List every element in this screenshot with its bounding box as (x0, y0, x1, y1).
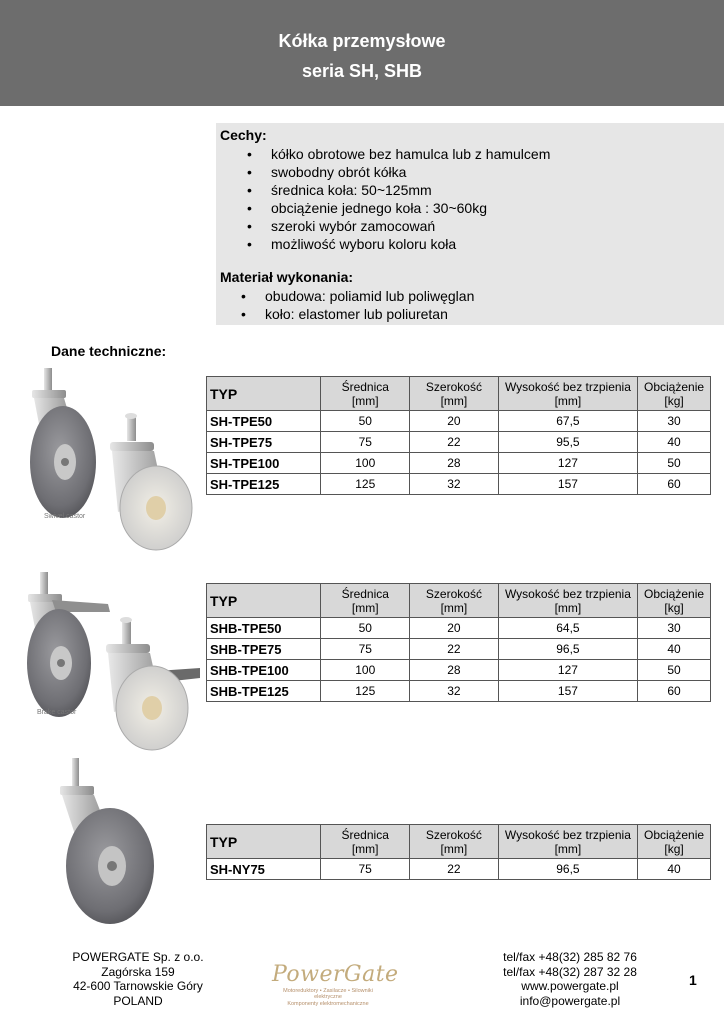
column-header-srednica: Średnica [mm] (321, 377, 410, 411)
table-row: SHB-TPE125 125 32 157 60 (207, 681, 711, 702)
nylon-castor-image (50, 756, 180, 926)
powergate-logo: PowerGate Motoreduktory • Zasilacze • Silowniki elektryczne Komponenty elektromechaniczne (272, 962, 399, 1007)
section-title: Dane techniczne: (51, 343, 167, 359)
brake-castor-image (12, 568, 202, 754)
spec-table-sh-ny (206, 824, 711, 880)
column-header-obciazenie: Obciążenie [kg] (638, 377, 711, 411)
table-row: SHB-TPE50 50 20 64,5 30 (207, 618, 711, 639)
column-header-wysokosc: Wysokość bez trzpienia [mm] (498, 377, 637, 411)
column-header-obciazenie: Obciążenie [kg] (638, 825, 711, 859)
website-link[interactable]: www.powergate.pl (521, 979, 619, 993)
column-header-srednica: Średnica [mm] (321, 825, 410, 859)
company-contact: tel/fax +48(32) 285 82 76 tel/fax +48(32) 287 32 28 www.powergate.pl info@powergate.pl (470, 950, 670, 1008)
column-header-szerokosc: Szerokość [mm] (410, 825, 499, 859)
table-row: SHB-TPE100 100 28 127 50 (207, 660, 711, 681)
table-row: SHB-TPE75 75 22 96,5 40 (207, 639, 711, 660)
page-header (0, 0, 724, 106)
page-number: 1 (689, 972, 697, 988)
column-header-typ: TYP (207, 584, 321, 618)
table-header-row (207, 584, 711, 618)
spec-table-shb (206, 583, 711, 702)
table-row: SH-NY75 75 22 96,5 40 (207, 859, 711, 880)
image-caption: Brake castor (37, 709, 77, 716)
column-header-typ: TYP (207, 377, 321, 411)
spec-table-sh (206, 376, 711, 495)
page-title: Kółka przemysłowe (278, 31, 446, 51)
table-row: SH-TPE75 75 22 95,5 40 (207, 432, 711, 453)
table-row: SH-TPE100 100 28 127 50 (207, 453, 711, 474)
column-header-obciazenie: Obciążenie [kg] (638, 584, 711, 618)
table-header-row (207, 377, 711, 411)
table-row: SH-TPE50 50 20 67,5 30 (207, 411, 711, 432)
column-header-typ: TYP (207, 825, 321, 859)
column-header-wysokosc: Wysokość bez trzpienia [mm] (498, 584, 637, 618)
swivel-castor-image (18, 366, 200, 552)
image-caption: Swivel castor (44, 513, 86, 520)
table-header-row (207, 825, 711, 859)
company-address: POWERGATE Sp. z o.o. Zagórska 159 42-600 Tarnowskie Góry POLAND (72, 950, 204, 1008)
column-header-srednica: Średnica [mm] (321, 584, 410, 618)
column-header-szerokosc: Szerokość [mm] (410, 584, 499, 618)
column-header-szerokosc: Szerokość [mm] (410, 377, 499, 411)
table-row: SH-TPE125 125 32 157 60 (207, 474, 711, 495)
email-link[interactable]: info@powergate.pl (519, 993, 621, 1008)
column-header-wysokosc: Wysokość bez trzpienia [mm] (498, 825, 637, 859)
features-heading: Cechy: (220, 127, 267, 143)
material-heading: Materiał wykonania: (220, 269, 354, 285)
features-box: Cechy: • kółko obrotowe bez hamulca lub z hamulcem • swobodny obrót kółka • średnica koła: 50~125mm • obciążenie jednego koła : 30~60kg • szeroki wybór zamocowań • możliwość wyboru koloru koła Materiał wykonania: • obudowa: poliamid lub poliwęglan • koło: elastomer lub poliuretan (216, 123, 724, 325)
page-subtitle: seria SH, SHB (301, 61, 423, 81)
